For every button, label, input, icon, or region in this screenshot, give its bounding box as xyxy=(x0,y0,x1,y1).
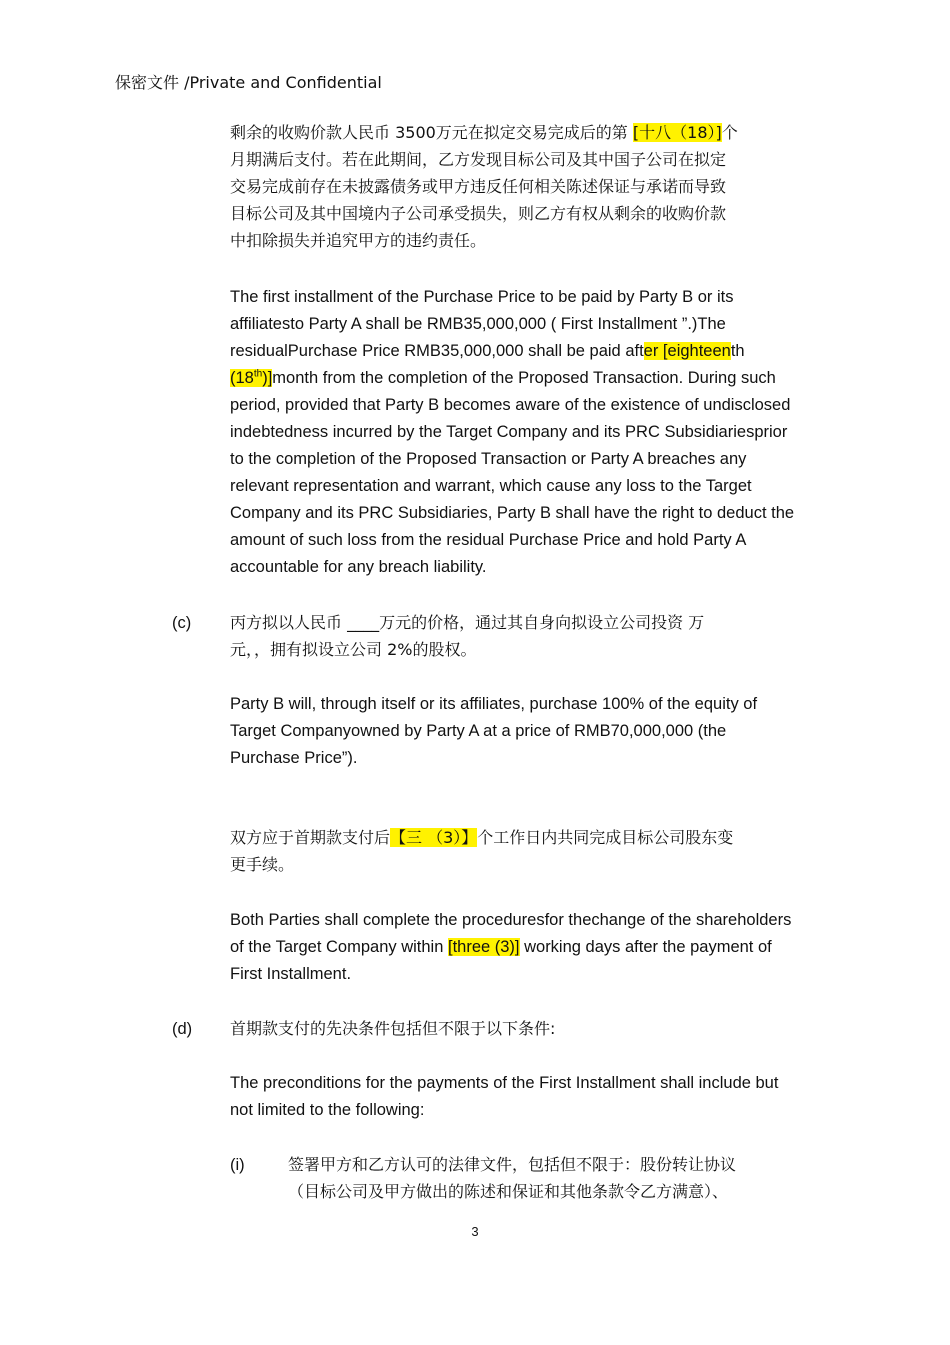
text-line: 交易完成前存在未披露债务或甲方违反任何相关陈述保证与承诺而导致 xyxy=(230,177,727,196)
item-c-en xyxy=(230,691,842,769)
text-line: 剩余的收购价款人民币 3500万元在拟定交易完成后的第 [十八（18）]个 xyxy=(230,123,738,142)
item-d-zh xyxy=(230,1015,842,1042)
item-i-label: (i) xyxy=(230,1156,245,1174)
item-c-label: (c) xyxy=(172,614,192,632)
text-line: First Installment. xyxy=(230,965,352,983)
text-line: (18th)]month from the completion of the Proposed Transaction. During such xyxy=(230,368,776,387)
item-c-zh xyxy=(230,609,842,663)
remaining-price-paragraph-zh xyxy=(230,119,842,254)
text-line: 双方应于首期款支付后【三 （3）】个工作日内共同完成目标公司股东变 xyxy=(230,828,734,847)
text-line: 更手续。 xyxy=(230,855,295,874)
highlight-eighteenth-en: (18th)] xyxy=(230,368,273,387)
page-header: 保密文件 /Private and Confidential xyxy=(115,73,382,92)
text-line: （目标公司及甲方做出的陈述和保证和其他条款令乙方满意）、 xyxy=(288,1182,729,1201)
text-line: residualPurchase Price RMB35,000,000 shall be paid after [eighteenth xyxy=(230,342,745,360)
page-number: 3 xyxy=(471,1224,479,1239)
text-line: accountable for any breach liability. xyxy=(230,558,487,576)
shareholder-change-zh xyxy=(230,824,842,878)
text-line: 首期款支付的先决条件包括但不限于以下条件: xyxy=(230,1019,556,1038)
item-d-label: (d) xyxy=(172,1020,193,1038)
text-line: Both Parties shall complete the proceduresfor thechange of the shareholders xyxy=(230,911,792,929)
highlight-eighteen-en: er [eighteen xyxy=(643,342,731,360)
text-line: 中扣除损失并追究甲方的违约责任。 xyxy=(230,231,487,250)
text-line: Company and its PRC Subsidiaries, Party B shall have the right to deduct the xyxy=(230,504,795,522)
shareholder-change-en xyxy=(230,907,842,988)
text-line: The preconditions for the payments of the First Installment shall include but xyxy=(230,1074,779,1092)
highlight-three-zh: 【三 （3）】 xyxy=(390,828,478,847)
text-line: 丙方拟以人民币 ____万元的价格，通过其自身向拟设立公司投资 万 xyxy=(230,613,705,632)
highlight-three-en: [three (3)] xyxy=(447,938,520,956)
text-line: of the Target Company within [three (3)] working days after the payment of xyxy=(230,938,772,956)
text-line: 目标公司及其中国境内子公司承受损失，则乙方有权从剩余的收购价款 xyxy=(230,204,727,223)
highlight-eighteen-zh: [十八（18）] xyxy=(632,123,722,142)
text-line: amount of such loss from the residual Purchase Price and hold Party A xyxy=(230,531,747,549)
text-line: Purchase Price”). xyxy=(230,749,358,767)
text-line: The first installment of the Purchase Price to be paid by Party B or its xyxy=(230,288,734,306)
item-i-zh xyxy=(288,1151,828,1205)
text-line: period, provided that Party B becomes aware of the existence of undisclosed xyxy=(230,396,791,414)
text-line: Party B will, through itself or its affiliates, purchase 100% of the equity of xyxy=(230,695,758,713)
text-line: not limited to the following: xyxy=(230,1101,425,1119)
text-line: affiliatesto Party A shall be RMB35,000,000 ( First Installment ”.)The xyxy=(230,315,726,333)
text-line: 月期满后支付。若在此期间，乙方发现目标公司及其中国子公司在拟定 xyxy=(230,150,727,169)
text-line: to the completion of the Proposed Transaction or Party A breaches any xyxy=(230,450,747,468)
text-line: relevant representation and warrant, which cause any loss to the Target xyxy=(230,477,752,495)
remaining-price-paragraph-en xyxy=(230,284,842,581)
text-line: 元，，拥有拟设立公司 2%的股权。 xyxy=(230,640,477,659)
text-line: Target Companyowned by Party A at a price of RMB70,000,000 (the xyxy=(230,722,727,740)
text-line: 签署甲方和乙方认可的法律文件，包括但不限于：股份转让协议 xyxy=(288,1155,737,1174)
text-line: indebtedness incurred by the Target Company and its PRC Subsidiariesprior xyxy=(230,423,788,441)
item-d-en xyxy=(230,1070,842,1124)
